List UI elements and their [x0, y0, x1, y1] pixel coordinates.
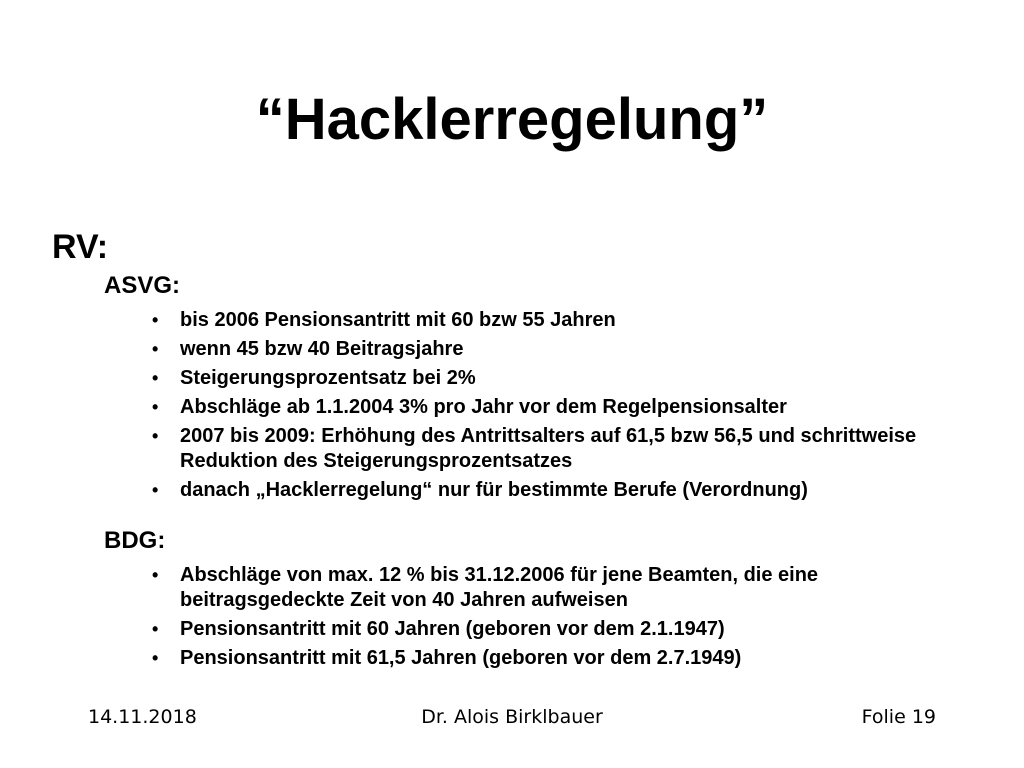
list-item-text: danach „Hacklerregelung“ nur für bestimmte Berufe (Verordnung): [180, 479, 808, 501]
sub-heading-asvg: ASVG:: [104, 272, 181, 299]
bullet-icon: •: [152, 368, 159, 388]
list-item: [150, 308, 970, 333]
list-item-text: Abschläge von max. 12 % bis 31.12.2006 für jene Beamten, die eine beitragsgedeckte Zeit von 40 Jahren aufweisen: [180, 564, 819, 611]
list-item: [150, 563, 970, 613]
footer-slide-number: Folie 19: [861, 706, 936, 728]
list-item: [150, 478, 970, 503]
bullet-icon: •: [152, 339, 159, 359]
list-item-text: Steigerungsprozentsatz bei 2%: [180, 367, 476, 389]
list-item-text: Abschläge ab 1.1.2004 3% pro Jahr vor dem Regelpensionsalter: [180, 396, 787, 418]
list-item-text: Pensionsantritt mit 60 Jahren (geboren vor dem 2.1.1947): [180, 618, 725, 640]
bullet-icon: •: [152, 310, 159, 330]
bullet-icon: •: [152, 565, 159, 585]
list-item: [150, 646, 970, 671]
list-item: [150, 337, 970, 362]
bullet-icon: •: [152, 426, 159, 446]
slide-title: “Hacklerregelung”: [255, 87, 769, 152]
list-item-text: wenn 45 bzw 40 Beitragsjahre: [180, 338, 464, 360]
bullet-icon: •: [152, 619, 159, 639]
bullet-icon: •: [152, 397, 159, 417]
sub-heading-bdg: BDG:: [104, 527, 166, 554]
list-item: [150, 424, 970, 474]
section-heading-rv: RV:: [52, 228, 109, 266]
bullet-icon: •: [152, 480, 159, 500]
bullet-icon: •: [152, 648, 159, 668]
list-item-text: Pensionsantritt mit 61,5 Jahren (geboren vor dem 2.7.1949): [180, 647, 742, 669]
bdg-bullet-list: [150, 563, 970, 675]
footer-author: Dr. Alois Birklbauer: [421, 706, 603, 728]
list-item-text: 2007 bis 2009: Erhöhung des Antrittsalters auf 61,5 bzw 56,5 und schrittweise Reduktion des Steigerungsprozentsatzes: [180, 425, 917, 472]
list-item: [150, 617, 970, 642]
footer-date: 14.11.2018: [88, 706, 197, 728]
list-item: [150, 366, 970, 391]
list-item: [150, 395, 970, 420]
asvg-bullet-list: [150, 308, 970, 507]
list-item-text: bis 2006 Pensionsantritt mit 60 bzw 55 Jahren: [180, 309, 616, 331]
